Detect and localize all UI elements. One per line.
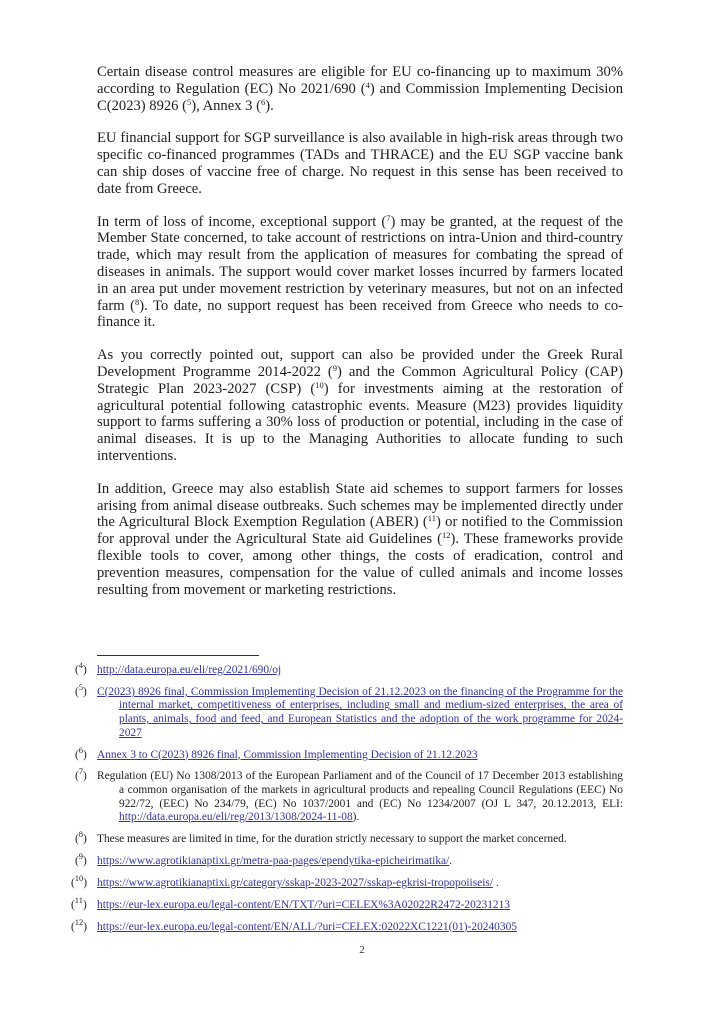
footnote-ref[interactable]: 7 (386, 212, 391, 223)
text-run: Regulation (EU) No 1308/2013 of the European Parliament and of the Council of 17 December 2013 establishing a common organisation of the markets in agricultural products and repealing Council Regulations (EEC) No 922/72, (EEC) No 234/79, (EC) No 1037/2001 and (EC) No 1234/2007 (OJ L 347, 20.12.2013, ELI: (97, 770, 623, 810)
footnote-ref[interactable]: 11 (427, 513, 436, 524)
text-run: ) may be granted, at the request of the Member State concerned, to take account of restrictions on intra-Union and third-country trade, which may result from the application of measures for combating the spread of diseases in animals. The support would cover market losses incurred by farmers located in an area put under movement restriction by veterinary measures, but not on an infected farm ( (97, 213, 623, 314)
footnote-ref[interactable]: 9 (332, 362, 338, 373)
footnote-number-value: 7 (78, 766, 84, 777)
footnote-10: ($^{10}$)https://www.agrotikianaptixi.gr/category/sskap-2023-2027/sskap-egkrisi-tropopoiiseis/ . (71, 872, 499, 889)
text-run: ). These frameworks provide flexible tools to cover, among other things, the costs of eradication, control and prevention measures, compensation for the value of culled animals and income losses resulting from movement or marketing restrictions. (97, 531, 623, 598)
text-run: ) for investments aiming at the restoration of agricultural potential following catastrophic events. Measure (M23) provides liquidity support to farms suffering a 30% loss of production or potential, including in the case of animal diseases. It is up to the Managing Authorities to allocate funding to such interventions. (97, 380, 623, 464)
text-run: In term of loss of income, exceptional support ( (97, 213, 387, 230)
footnote-ref[interactable]: 8 (134, 296, 140, 307)
paragraph (97, 130, 623, 197)
text-run: ). (265, 97, 274, 114)
body-text (97, 64, 623, 614)
footnote-number-value: 12 (74, 916, 84, 927)
text-run: ) or notified to the Commission for approval under the Agricultural State aid Guidelines ( (97, 514, 623, 548)
text-run: Certain disease control measures are eligible for EU co-financing up to maximum 30% according to Regulation (EC) No 2021/690 ( (97, 64, 623, 97)
paragraph (97, 481, 623, 599)
footnote-number-value: 5 (78, 681, 84, 692)
text-run: As you correctly pointed out, support can also be provided under the Greek Rural Development Programme 2014-2022 ( (97, 347, 623, 380)
footnote-12: ($^{12}$)https://eur-lex.europa.eu/legal-content/EN/ALL/?uri=CELEX:02022XC1221(01)-20240305 (71, 916, 517, 933)
footnote-number-value: 6 (78, 744, 84, 755)
footnote-number-value: 8 (78, 829, 84, 840)
footnote-5: ($^5$)C(2023) 8926 final, Commission Implementing Decision of 21.12.2023 on the financing of the Programme for the internal market, competitiveness of enterprises, including small and medium-sized enterprises, the area of plants, animals, food and feed, and European Statistics and the adoption of the work programme for 2024-2027 (75, 681, 623, 739)
footnote-number-value: 11 (74, 894, 83, 905)
footnotes (71, 660, 623, 943)
paragraph (97, 347, 623, 465)
text-run: . (492, 876, 499, 889)
text-run: ). To date, no support request has been received from Greece who needs to co-finance it. (97, 297, 623, 331)
footnote-6: ($^6$)Annex 3 to C(2023) 8926 final, Commission Implementing Decision of 21.12.2023 (75, 744, 478, 761)
footnote-link[interactable]: https://www.agrotikianaptixi.gr/category/sskap-2023-2027/sskap-egkrisi-tropopoiiseis/ (97, 876, 493, 889)
text-run: . (449, 855, 453, 868)
paragraph (97, 64, 623, 114)
text-run: In addition, Greece may also establish State aid schemes to support farmers for losses arising from animal disease outbreaks. Such schemes may be implemented directly under the Agricultural Block Exemption Regulation (ABER) ( (97, 480, 623, 531)
footnote-link[interactable]: http://data.europa.eu/eli/reg/2013/1308/2024-11-08 (119, 811, 353, 824)
footnote-4: ($^4$)http://data.europa.eu/eli/reg/2021/690/oj (75, 660, 282, 676)
text-run: These measures are limited in time, for the duration strictly necessary to support the market concerned. (97, 833, 567, 846)
footnote-8: ($^8$)These measures are limited in time, for the duration strictly necessary to support the market concerned. (75, 829, 567, 846)
footnote-link[interactable]: https://eur-lex.europa.eu/legal-content/EN/TXT/?uri=CELEX%3A02022R2472-20231213 (97, 898, 510, 911)
footnote-link[interactable]: http://data.europa.eu/eli/reg/2021/690/oj (97, 664, 282, 676)
paragraph (97, 214, 623, 332)
footnote-number-value: 4 (78, 660, 84, 670)
footnote-11: ($^{11}$)https://eur-lex.europa.eu/legal-content/EN/TXT/?uri=CELEX%3A02022R2472-20231213 (71, 894, 510, 911)
footnote-ref[interactable]: 5 (187, 96, 192, 107)
footnote-9: ($^9$)https://www.agrotikianaptixi.gr/metra-paa-pages/ependytika-epicheirimatika/. (75, 851, 453, 868)
text-run: ) and Commission Implementing Decision C(2023) 8926 ( (97, 80, 623, 114)
footnote-number-value: 10 (74, 872, 84, 883)
page-number: 2 (359, 944, 365, 956)
footnote-link[interactable]: C(2023) 8926 final, Commission Implementing Decision of 21.12.2023 on the financing of the Programme for the internal market, competitiveness of enterprises, including small and medium-sized enterprises, the area of plants, animals, food and feed, and European Statistics and the adoption of the work programme for 2024-2027 (97, 685, 623, 739)
footnote-7: ($^7$)Regulation (EU) No 1308/2013 of the European Parliament and of the Council of 17 December 2013 establishing a common organisation of the markets in agricultural products and repealing Council Regulations (EEC) No 922/72, (EEC) No 234/79, (EC) No 1037/2001 and (EC) No 1234/2007 (OJ L 347, 20.12.2013, ELI: http://data.europa.eu/eli/reg/2013/1308/2024-11-08). (75, 766, 623, 824)
footnote-ref[interactable]: 6 (260, 96, 266, 107)
footnote-number-value: 9 (78, 851, 84, 862)
footnote-ref[interactable]: 4 (365, 79, 370, 90)
footnote-ref[interactable]: 12 (442, 530, 451, 541)
text-run: EU financial support for SGP surveillance is also available in high-risk areas through two specific co-financed programmes (TADs and THRACE) and the EU SGP vaccine bank can ship doses of vaccine free of charge. No request in this sense has been received to date from Greece. (97, 130, 623, 197)
text-run: ) and the Common Agricultural Policy (CAP) Strategic Plan 2023-2027 (CSP) ( (97, 363, 623, 397)
text-run: ). (352, 811, 360, 824)
footnote-separator (97, 655, 259, 656)
footnote-link[interactable]: https://www.agrotikianaptixi.gr/metra-paa-pages/ependytika-epicheirimatika/ (97, 855, 450, 868)
footnote-ref[interactable]: 10 (315, 379, 324, 390)
footnote-link[interactable]: Annex 3 to C(2023) 8926 final, Commission Implementing Decision of 21.12.2023 (97, 748, 478, 761)
text-run: ), Annex 3 ( (191, 97, 261, 114)
footnote-link[interactable]: https://eur-lex.europa.eu/legal-content/EN/ALL/?uri=CELEX:02022XC1221(01)-20240305 (97, 920, 517, 933)
